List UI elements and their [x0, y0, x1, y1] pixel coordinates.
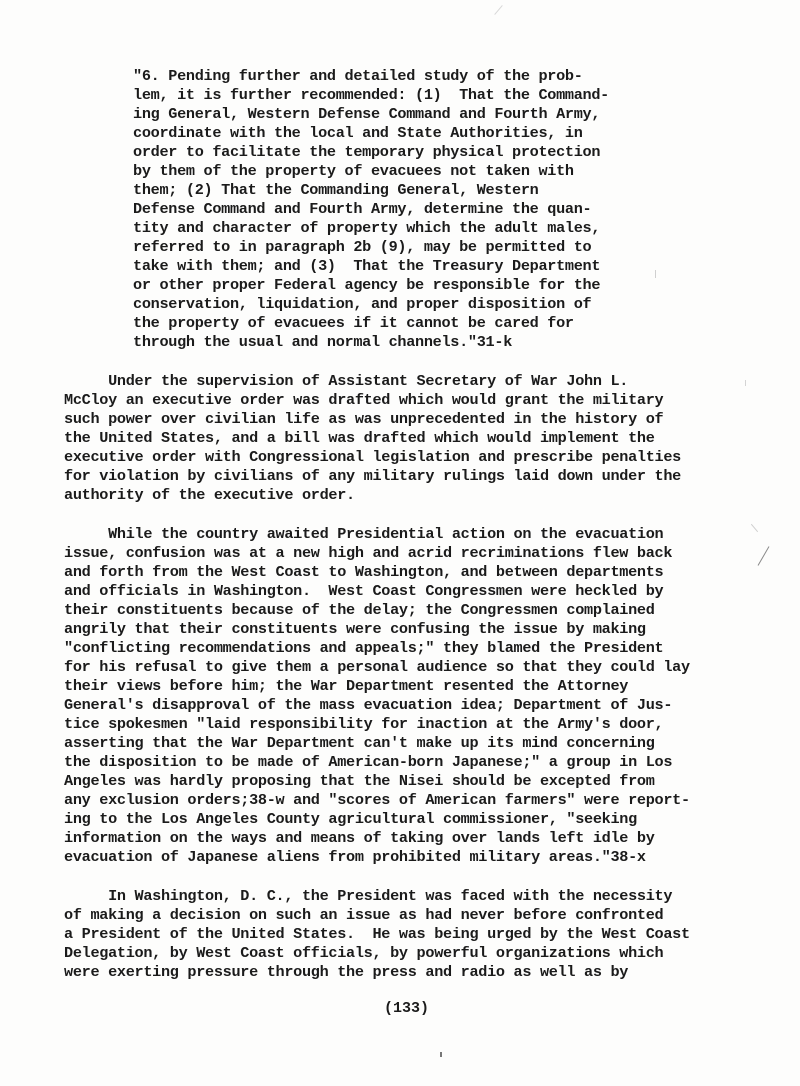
- paragraph-line: a President of the United States. He was being urged by the West Coast: [64, 925, 690, 943]
- quote-line: ing General, Western Defense Command and Fourth Army,: [133, 105, 601, 123]
- quote-line: tity and character of property which the adult males,: [133, 219, 601, 237]
- paragraph-line: and forth from the West Coast to Washington, and between departments: [64, 563, 664, 581]
- paragraph-line: tice spokesmen "laid responsibility for inaction at the Army's door,: [64, 715, 664, 733]
- paragraph-line: for his refusal to give them a personal audience so that they could lay: [64, 658, 690, 676]
- paragraph-line: ing to the Los Angeles County agricultural commissioner, "seeking: [64, 810, 637, 828]
- paragraph-line: information on the ways and means of taking over lands left idle by: [64, 829, 655, 847]
- quote-line: Defense Command and Fourth Army, determine the quan-: [133, 200, 592, 218]
- paragraph-line: asserting that the War Department can't make up its mind concerning: [64, 734, 655, 752]
- quote-line: by them of the property of evacuees not taken with: [133, 162, 574, 180]
- quote-line: lem, it is further recommended: (1) That the Command-: [133, 86, 609, 104]
- scan-mark: [655, 270, 656, 278]
- quote-line: through the usual and normal channels."31-k: [133, 333, 513, 351]
- quote-line: conservation, liquidation, and proper disposition of: [133, 295, 592, 313]
- paragraph-line: Under the supervision of Assistant Secretary of War John L.: [64, 372, 629, 390]
- quote-line: referred to in paragraph 2b (9), may be permitted to: [133, 238, 592, 256]
- paragraph-line: any exclusion orders;38-w and "scores of American farmers" were report-: [64, 791, 690, 809]
- paragraph-line: While the country awaited Presidential action on the evacuation: [64, 525, 664, 543]
- paragraph-line: executive order with Congressional legislation and prescribe penalties: [64, 448, 681, 466]
- paragraph-line: McCloy an executive order was drafted which would grant the military: [64, 391, 664, 409]
- paragraph-line: and officials in Washington. West Coast Congressmen were heckled by: [64, 582, 664, 600]
- page-number: (133): [384, 1000, 430, 1017]
- scan-mark: [751, 524, 758, 532]
- paragraph-line: for violation by civilians of any military rulings laid down under the: [64, 467, 681, 485]
- paragraph-line: Angeles was hardly proposing that the Nisei should be excepted from: [64, 772, 655, 790]
- quote-line: or other proper Federal agency be responsible for the: [133, 276, 601, 294]
- paragraph-line: the disposition to be made of American-born Japanese;" a group in Los: [64, 753, 673, 771]
- paragraph-line: their constituents because of the delay; the Congressmen complained: [64, 601, 655, 619]
- quote-line: coordinate with the local and State Authorities, in: [133, 124, 583, 142]
- paragraph-line: evacuation of Japanese aliens from prohibited military areas."38-x: [64, 848, 646, 866]
- paragraph-line: issue, confusion was at a new high and acrid recriminations flew back: [64, 544, 673, 562]
- quote-line: order to facilitate the temporary physical protection: [133, 143, 601, 161]
- paragraph-line: In Washington, D. C., the President was faced with the necessity: [64, 887, 673, 905]
- scan-mark: [758, 546, 770, 566]
- scan-mark: [440, 1052, 442, 1057]
- paragraph-line: angrily that their constituents were confusing the issue by making: [64, 620, 646, 638]
- paragraph-line: such power over civilian life as was unprecedented in the history of: [64, 410, 664, 428]
- scan-mark: [745, 380, 746, 386]
- quote-line: take with them; and (3) That the Treasury Department: [133, 257, 601, 275]
- paragraph-line: the United States, and a bill was drafted which would implement the: [64, 429, 655, 447]
- quote-line: them; (2) That the Commanding General, Western: [133, 181, 539, 199]
- quote-line: "6. Pending further and detailed study of the prob-: [133, 67, 583, 85]
- paragraph-line: General's disapproval of the mass evacuation idea; Department of Jus-: [64, 696, 673, 714]
- scan-mark: [494, 5, 502, 15]
- paragraph-line: authority of the executive order.: [64, 486, 355, 504]
- paragraph-line: Delegation, by West Coast officials, by powerful organizations which: [64, 944, 664, 962]
- paragraph-line: of making a decision on such an issue as had never before confronted: [64, 906, 664, 924]
- paragraph-line: their views before him; the War Department resented the Attorney: [64, 677, 629, 695]
- paragraph-line: were exerting pressure through the press and radio as well as by: [64, 963, 629, 981]
- paragraph-line: "conflicting recommendations and appeals;" they blamed the President: [64, 639, 664, 657]
- quote-line: the property of evacuees if it cannot be cared for: [133, 314, 574, 332]
